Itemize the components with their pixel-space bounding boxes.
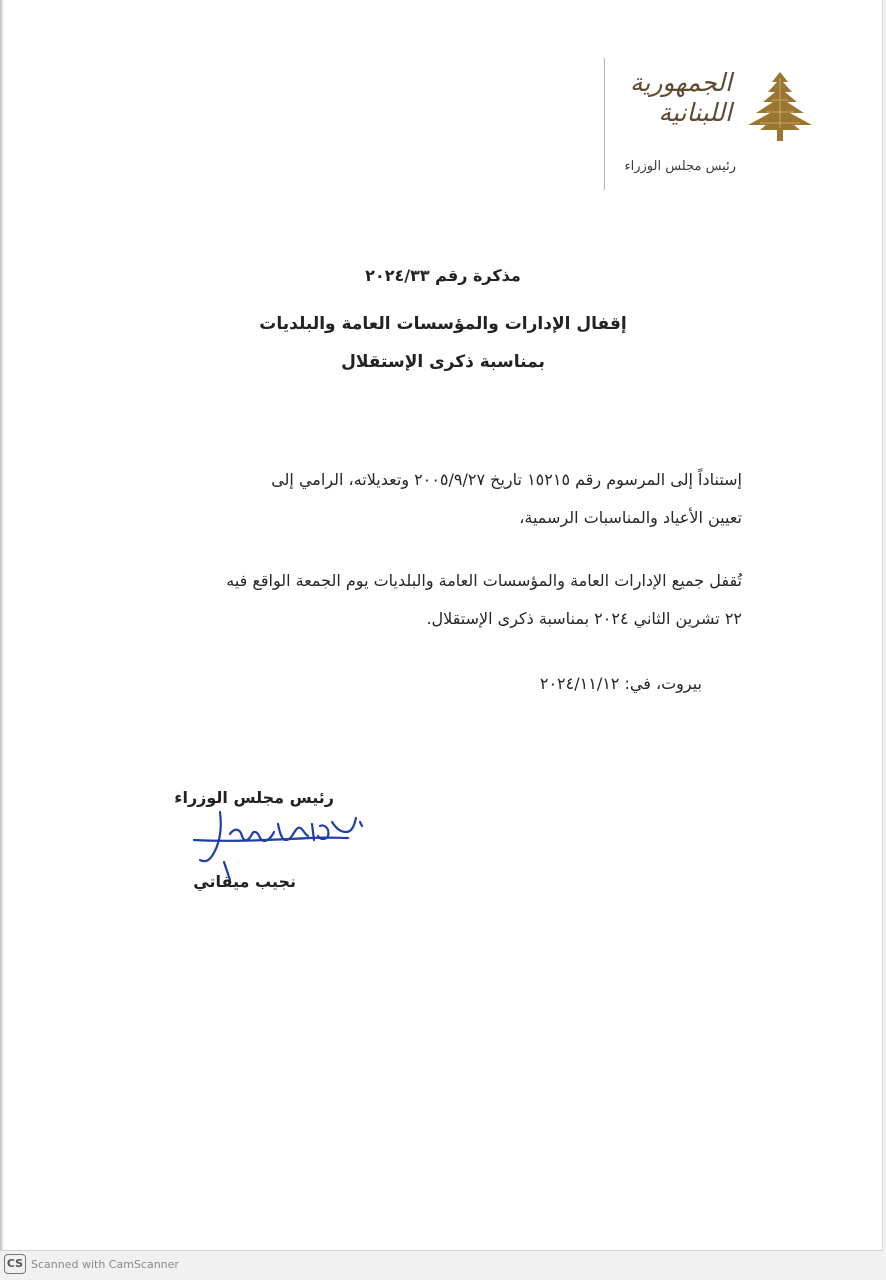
body-paragraph-1	[130, 461, 742, 537]
office-subtitle: رئيس مجلس الوزراء	[624, 159, 736, 174]
paragraph-line: تعيين الأعياد والمناسبات الرسمية،	[519, 508, 742, 527]
signer-name: نجيب ميقاتي	[193, 872, 296, 891]
memo-subject-line1: إقفال الإدارات والمؤسسات العامة والبلديات	[259, 314, 627, 334]
republic-title-line2: اللبنانية	[658, 98, 732, 127]
paragraph-line: تُقفل جميع الإدارات العامة والمؤسسات العامة والبلديات يوم الجمعة الواقع فيه	[226, 571, 742, 590]
republic-title-line1: الجمهورية	[629, 68, 732, 97]
camscanner-logo: CS	[4, 1254, 26, 1274]
memo-subject-line2: بمناسبة ذكرى الإستقلال	[341, 352, 545, 372]
scan-edge-shadow	[0, 0, 4, 1250]
place-date: بيروت، في: ٢٠٢٤/١١/١٢	[539, 674, 702, 693]
paragraph-line: إستناداً إلى المرسوم رقم ١٥٢١٥ تاريخ ٢٠٠٥/٩/٢٧ وتعديلاته، الرامي إلى	[271, 470, 742, 489]
camscanner-watermark: Scanned with CamScanner	[31, 1258, 179, 1271]
signer-title: رئيس مجلس الوزراء	[174, 788, 334, 807]
cedar-icon	[742, 70, 818, 146]
paragraph-line: ٢٢ تشرين الثاني ٢٠٢٤ بمناسبة ذكرى الإستقلال.	[426, 609, 742, 628]
memo-number: مذكرة رقم ٢٠٢٤/٣٣	[365, 266, 521, 285]
body-paragraph-2	[130, 562, 742, 638]
letterhead-divider	[604, 58, 605, 190]
handwritten-signature	[190, 804, 370, 882]
republic-title	[612, 68, 732, 128]
letterhead	[604, 58, 824, 193]
